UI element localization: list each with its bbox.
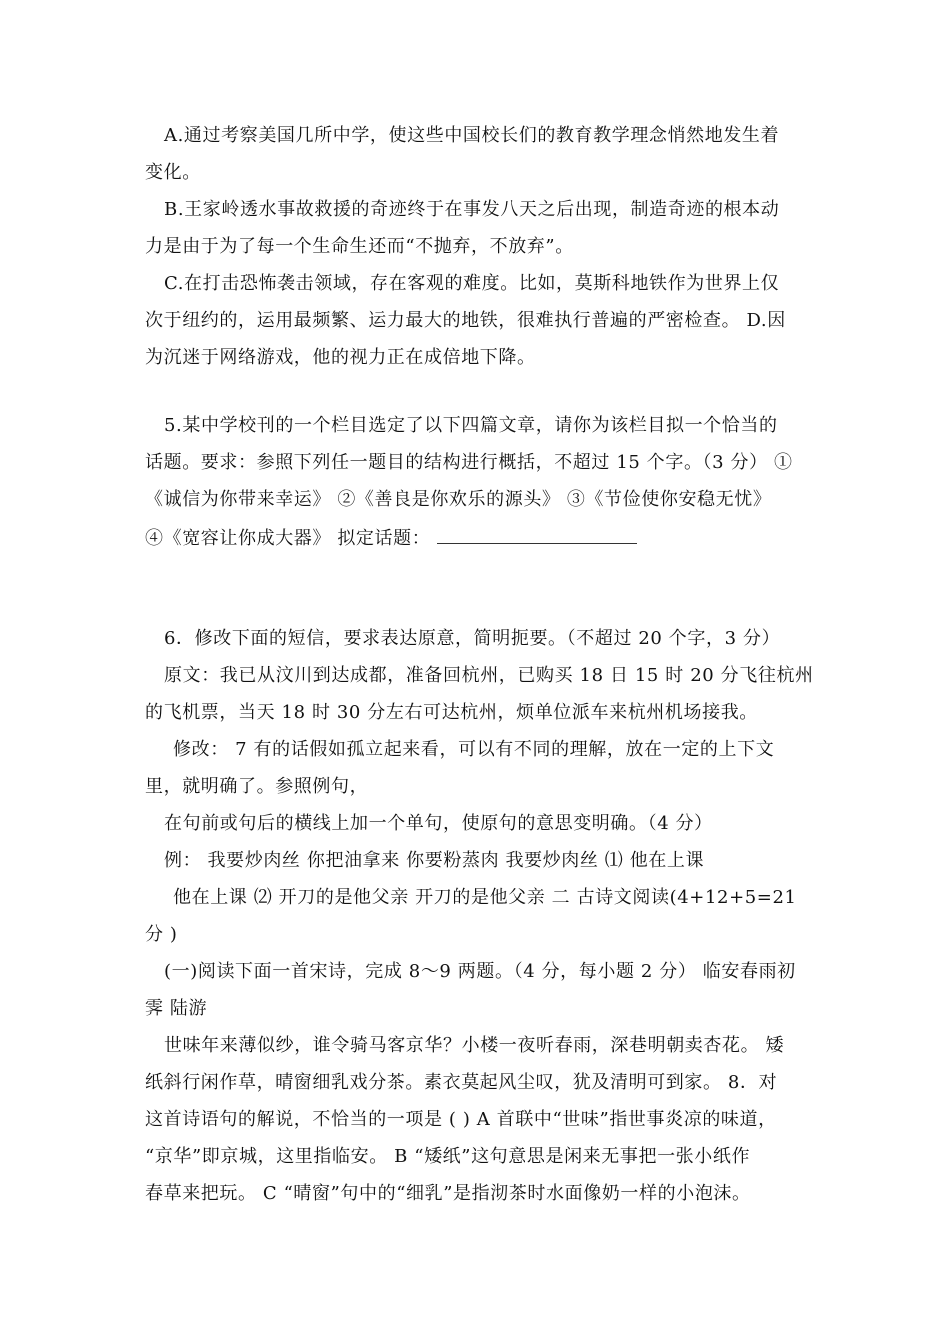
q5-line-2: 话题。要求：参照下列任一题目的结构进行概括，不超过 15 个字。（3 分） ①: [145, 452, 793, 473]
q4-line-2: 变化。: [145, 162, 201, 183]
q4-line-1: A.通过考察美国几所中学，使这些中国校长们的教育教学理念悄然地发生着: [164, 125, 780, 146]
q4-line-3: B.王家岭透水事故救援的奇迹终于在事发八天之后出现，制造奇迹的根本动: [164, 199, 780, 220]
q6-line-9: 分 ): [145, 924, 178, 945]
q6-line-4: 修改： 7 有的话假如孤立起来看，可以有不同的理解，放在一定的上下文: [173, 739, 775, 760]
q6-line-7: 例： 我要炒肉丝 你把油拿来 你要粉蒸肉 我要炒肉丝 ⑴ 他在上课: [164, 850, 705, 871]
q4-line-4: 力是由于为了每一个生命生还而“不抛弃，不放弃”。: [145, 236, 574, 257]
q6-line-5: 里，就明确了。参照例句，: [145, 776, 369, 797]
q6-line-14: 这首诗语句的解说，不恰当的一项是 ( ) A 首联中“世味”指世事炎凉的味道，: [145, 1109, 777, 1130]
q6-line-11: 霁 陆游: [145, 998, 208, 1019]
q4-line-6: 次于纽约的，运用最频繁、运力最大的地铁，很难执行普遍的严密检查。 D.因: [145, 310, 786, 331]
q4-line-7: 为沉迷于网络游戏，他的视力正在成倍地下降。: [145, 347, 536, 368]
topic-answer-blank[interactable]: [437, 525, 637, 544]
q4-line-5: C.在打击恐怖袭击领域，存在客观的难度。比如，莫斯科地铁作为世界上仅: [164, 273, 780, 294]
q6-line-10: (一)阅读下面一首宋诗，完成 8～9 两题。（4 分，每小题 2 分） 临安春雨初: [164, 961, 796, 982]
q6-line-12: 世味年来薄似纱，谁令骑马客京华？小楼一夜听春雨，深巷明朝卖杏花。 矮: [164, 1035, 785, 1056]
q6-line-1: 6．修改下面的短信，要求表达原意，简明扼要。（不超过 20 个字，3 分）: [164, 628, 781, 649]
q5-line-3: 《诚信为你带来幸运》 ②《善良是你欢乐的源头》 ③《节俭使你安稳无忧》: [145, 489, 772, 510]
q6-line-13: 纸斜行闲作草，晴窗细乳戏分茶。素衣莫起风尘叹，犹及清明可到家。 8．对: [145, 1072, 778, 1093]
q6-line-15: “京华”即京城，这里指临安。 B “矮纸”这句意思是闲来无事把一张小纸作: [145, 1146, 751, 1167]
q6-line-8: 他在上课 ⑵ 开刀的是他父亲 开刀的是他父亲 二 古诗文阅读(4+12+5=21: [173, 887, 797, 908]
q6-line-3: 的飞机票，当天 18 时 30 分左右可达杭州，烦单位派车来杭州机场接我。: [145, 702, 758, 723]
q5-line-1: 5.某中学校刊的一个栏目选定了以下四篇文章，请你为该栏目拟一个恰当的: [164, 415, 778, 436]
q6-line-2: 原文：我已从汶川到达成都，准备回杭州，已购买 18 日 15 时 20 分飞往杭州: [164, 665, 814, 686]
q6-line-16: 春草来把玩。 C “晴窗”句中的“细乳”是指沏茶时水面像奶一样的小泡沫。: [145, 1183, 751, 1204]
q6-line-6: 在句前或句后的横线上加一个单句，使原句的意思变明确。（4 分）: [164, 813, 713, 834]
q5-line-4: [145, 525, 637, 551]
q5-topic-prompt: ④《宽容让你成大器》 拟定话题：: [145, 528, 431, 549]
